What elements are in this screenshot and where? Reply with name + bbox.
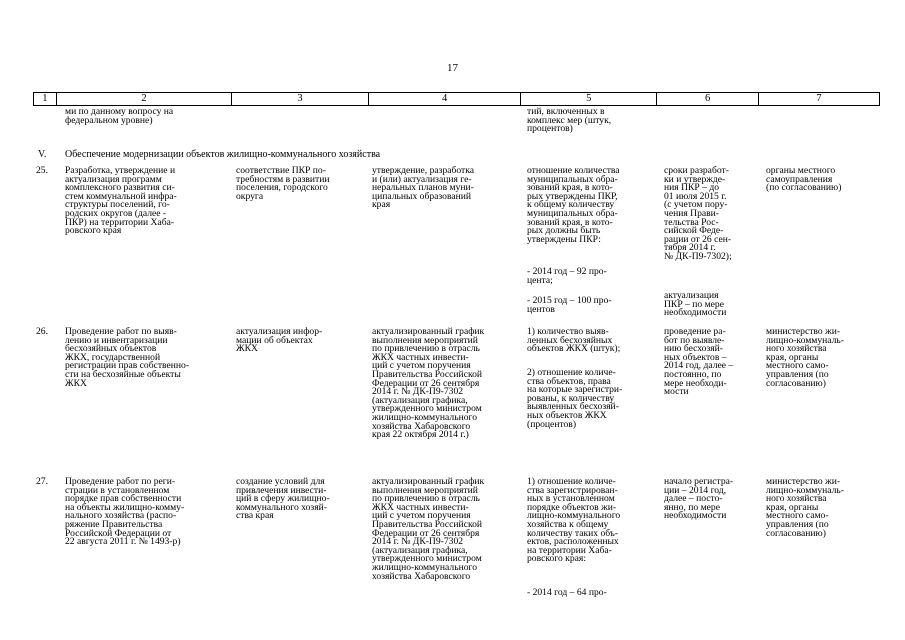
row-indicator: 1) количество выяв- ленных бесхозяйных объектов ЖКХ (штук); [527,326,621,355]
row-result: актуализация инфор- мации об объектах ЖКХ [236,326,323,355]
column-header-5: 5 [521,93,657,106]
row-number: 25. [36,165,48,176]
row-document: актуализированный график выполнения мероприятий по привлечению в отрасль ЖКХ частных инвести- ций с учетом поручения Правительства Российской Федерации от 26 сентября 2014 г. № ДК-П9-7302 (актуализация графика, утвержденного министром жилищно-коммунального хозяйства Хабаровского [372,476,485,582]
row-event: Проведение работ по реги- страции в установленном порядке прав собственности на объекты жилищно-комму- нального хозяйства (распо- ряжение Правительства Российской Федерации от 22 августа 2011 г. № 1493-р) [65,476,185,548]
row-responsible: органы местного самоуправления (по согласованию) [766,165,842,194]
row-number: 27. [36,476,48,487]
column-header-2: 2 [56,93,231,106]
column-header-6: 6 [657,93,759,106]
row-responsible: министерство жи- лищно-коммуналь- ного хозяйства края, органы местного само- управления (по согласованию) [766,326,844,389]
column-header-3: 3 [232,93,369,106]
section-title: Обеспечение модернизации объектов жилищно-коммунального хозяйства [65,149,381,160]
row-indicator-item: - 2015 год – 100 про- центов [527,295,612,315]
continuation-col5: тий, включенных в комплекс мер (штук, процентов) [527,106,612,135]
row-event: Разработка, утверждение и актуализация программ комплексного развития си- стем коммунальной инфра- структуры поселений, го- родских округов (далее - ПКР) на территории Хаба- ровского края [65,165,177,237]
row-deadline-extra: актуализация ПКР – по мере необходимости [664,290,727,319]
row-responsible: министерство жи- лищно-коммуналь- ного хозяйства края, органы местного само- управления (по согласованию) [766,476,844,539]
continuation-col2: ми по данному вопросу на федеральном уровне) [65,106,174,126]
column-header-row [33,92,880,106]
row-result: создание условий для привлечения инвести- ций в сферу жилищно- коммунального хозяй- ства края [236,476,330,522]
column-header-7: 7 [759,93,880,106]
row-number: 26. [36,326,48,337]
column-header-4: 4 [368,93,521,106]
row-event: Проведение работ по выяв- лению и инвентаризации бесхозяйных объектов ЖКХ, государственной регистрации прав собственно- сти на бесхозяйные объекты ЖКХ [65,326,190,389]
row-deadline: сроки разработ- ки и утвержде- ния ПКР – до 01 июля 2015 г. (с учетом пору- чения Прави- тельства Рос- сийской Феде- рации от 26 сен- тября 2014 г. № ДК-П9-7302); [664,165,732,262]
row-document: актуализированный график выполнения мероприятий по привлечению в отрасль ЖКХ частных инвести- ций с учетом поручения Правительства Российской Федерации от 26 сентября 2014 г. № ДК-П9-7302 (актуализация графика, утвержденного министром жилищно-коммунального хозяйства Хабаровского края 22 октября 2014 г.) [372,326,485,441]
section-number: V. [38,149,47,160]
row-indicator: 1) отношение количе- ства зарегистрирован- ных в установленном порядке объектов жи- лищно-коммунального хозяйства к общему количеству таких объ- ектов, расположенных на территории Хаба- ровского края: [527,476,621,565]
page-number: 17 [447,62,458,74]
row-indicator-item: - 2014 год – 92 про- цента; [527,266,607,286]
row-indicator-item: 2) отношение количе- ства объектов, права на которые зарегистри- рованы, к количеству выявленных бесхозяй- ных объектов ЖКХ (процентов) [527,367,623,430]
row-document: утверждение, разработка и (или) актуализация ге- неральных планов муни- ципальных образований края [372,165,475,211]
row-deadline: начало регистра- ции – 2014 год, далее – посто- янно, по мере необходимости [664,476,734,522]
column-header-1: 1 [34,93,57,106]
row-result: соответствие ПКР по- требностям в развитии поселения, городского округа [236,165,330,202]
row-indicator: отношение количества муниципальных обра- зований края, в кото- рых утверждены ПКР, к общему количеству муниципальных обра- зований края, в кото- рых должны быть утверждены ПКР: [527,165,620,245]
row-deadline: проведение ра- бот по выявле- нию бесхозяй- ных объектов – 2014 год, далее – постоянно, по мере необходи- мости [664,326,734,398]
row-indicator-item: - 2014 год – 64 про- [527,587,607,598]
